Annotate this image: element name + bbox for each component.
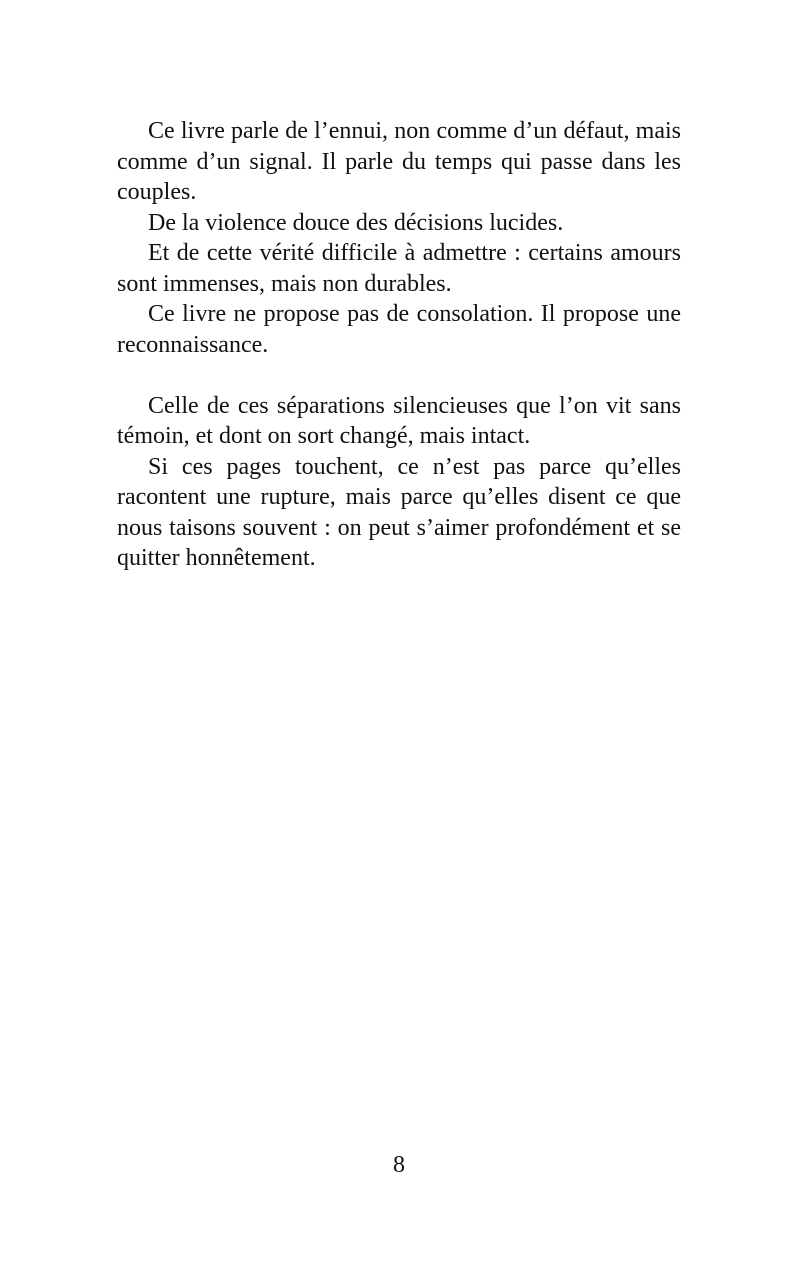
paragraph: Si ces pages touchent, ce n’est pas parce qu’elles racontent une rupture, mais parce qu’elles disent ce que nous taisons souvent : on peut s’aimer profondément et se quitter honnêtement.: [117, 453, 681, 571]
paragraph: Ce livre ne propose pas de consolation. Il propose une reconnaissance.: [117, 301, 681, 358]
paragraph: Et de cette vérité difficile à admettre : certains amours sont immenses, mais non durables.: [117, 240, 681, 297]
paragraph: Ce livre parle de l’ennui, non comme d’un défaut, mais comme d’un signal. Il parle du temps qui passe dans les couples.: [117, 118, 681, 205]
paragraph: Celle de ces séparations silencieuses que l’on vit sans témoin, et dont on sort changé, mais intact.: [117, 392, 681, 449]
body-text: [117, 116, 681, 574]
page-number: 8: [393, 1152, 405, 1178]
paragraph: De la violence douce des décisions lucides.: [148, 209, 564, 236]
